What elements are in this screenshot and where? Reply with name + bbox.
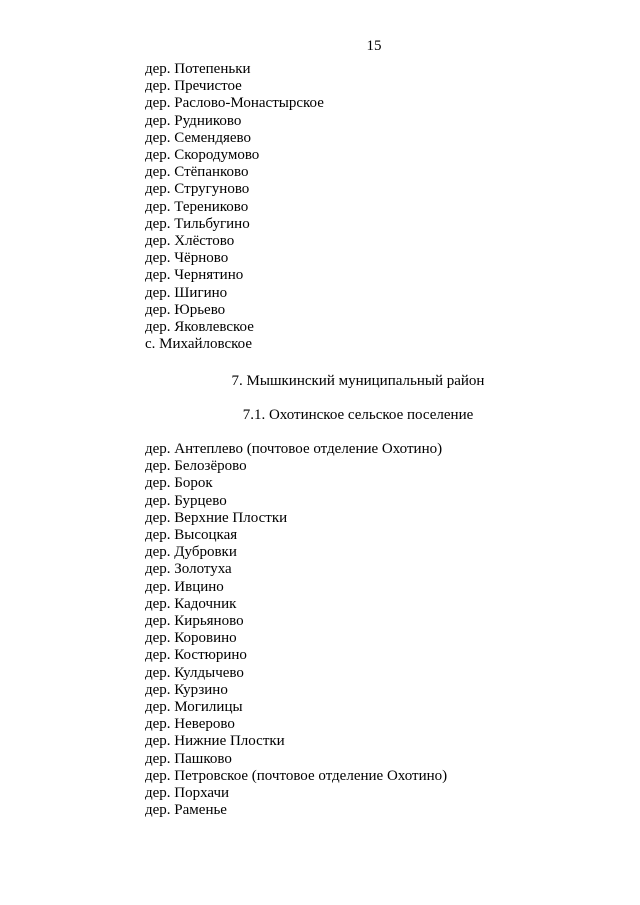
locality-list-top [145,61,324,353]
list-item: дер. Стёпанково [145,164,249,181]
list-item: дер. Рудниково [145,112,242,129]
list-item: дер. Стругуново [145,181,250,198]
list-item: дер. Неверово [145,716,235,733]
list-item: дер. Раслово-Монастырское [145,95,324,112]
page-number: 15 [366,38,382,54]
list-item: дер. Пашково [145,750,232,767]
list-item: дер. Белозёрово [145,458,247,475]
list-item: дер. Потепеньки [145,61,251,77]
list-item: дер. Бурцево [145,492,227,509]
list-item: дер. Яковлевское [145,319,254,336]
list-item: дер. Скородумово [145,147,260,164]
list-item: дер. Шигино [145,284,228,301]
list-item: дер. Кирьяново [145,613,244,630]
list-item: дер. Коровино [145,630,237,647]
list-item: дер. Чернятино [145,267,244,284]
list-item: дер. Терениково [145,198,249,215]
list-item: дер. Борок [145,475,213,492]
list-item: дер. Тильбугино [145,215,250,232]
list-item: дер. Петровское (почтовое отделение Охотино) [145,767,448,784]
list-item: дер. Антеплево (почтовое отделение Охотино) [145,441,443,457]
list-item: дер. Порхачи [145,785,230,802]
list-item: дер. Семендяево [145,129,251,146]
list-item: дер. Кадочник [145,595,237,612]
list-item: дер. Дубровки [145,544,237,561]
list-item: дер. Кулдычево [145,664,244,681]
list-item: дер. Курзино [145,681,228,698]
list-item: дер. Хлёстово [145,233,235,250]
list-item: дер. Чёрново [145,250,229,267]
list-item: дер. Верхние Плостки [145,509,288,526]
list-item: с. Михайловское [145,336,253,353]
list-item: дер. Костюрино [145,647,247,664]
list-item: дер. Золотуха [145,561,232,578]
list-item: дер. Раменье [145,802,227,819]
list-item: дер. Юрьево [145,301,226,318]
list-item: дер. Ивцино [145,578,224,595]
district-heading: 7. Мышкинский муниципальный район [231,373,485,389]
list-item: дер. Нижние Плостки [145,733,285,750]
settlement-heading: 7.1. Охотинское сельское поселение [242,407,474,423]
locality-list-bottom [145,441,447,819]
list-item: дер. Могилицы [145,699,243,716]
list-item: дер. Пречистое [145,78,242,95]
list-item: дер. Высоцкая [145,527,238,544]
